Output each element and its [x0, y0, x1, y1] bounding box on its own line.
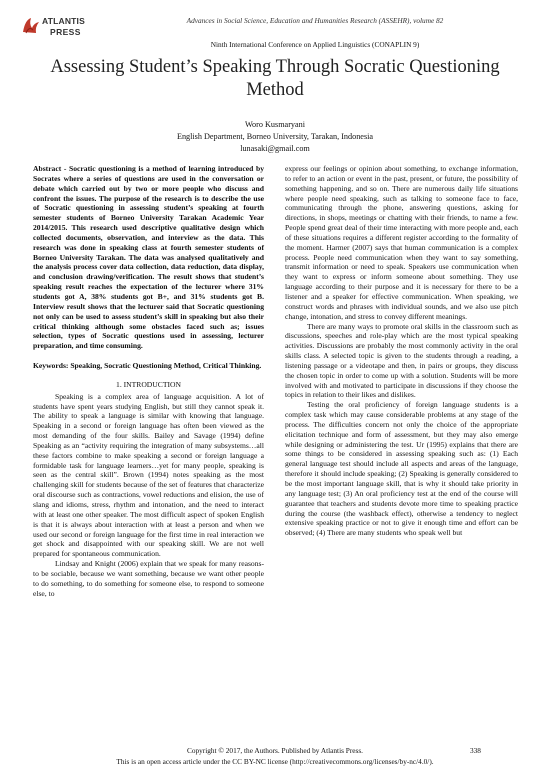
atlantis-press-logo — [20, 10, 85, 44]
author-affiliation: English Department, Borneo University, Tarakan, Indonesia — [176, 132, 374, 141]
copyright-notice: Copyright © 2017, the Authors. Published by Atlantis Press. — [186, 746, 363, 755]
conference-name: Ninth International Conference on Applied Linguistics (CONAPLIN 9) — [210, 40, 420, 49]
paragraph: There are many ways to promote oral skills in the classroom such as discussions, speeches and role-play which are the most typical speaking activities. Discussions are probably the most commonly activity in the oral skills class. A selected topic is given to the students through a reading, a listening passage or a videotape and then, in pairs or groups, they discuss the chosen topic in order to come up with a solution. Students will be more involved with and motivated to participate in discussions if they choose the topics in relation to their likes and dislikes. — [285, 321, 518, 400]
paragraph: Testing the oral proficiency of foreign language students is a complex task which may cause considerable problems at any stage of the process. The difficulties concern not only the choice of the appropriate elicitation technique and form of assessment, but they may also emerge while designing or administering the test. Ur (1995) explains that there are some things to be considered in assessing speaking such as: (1) Each general language test should include all aspects and areas of the language, therefore it should include speaking; (2) Speaking is generally considered to be the most important language skill, that is why it should take priority in any language test; (3) An oral proficiency test at the end of the course will guarantee that teachers and students devote more time to speaking practice during the course (the washback effect), otherwise a tendency to neglect extensive speaking practice or not to give it enough time and effort can be observed; (4) There are many students who speak well but — [285, 400, 518, 538]
page-number: 338 — [470, 746, 481, 755]
logo-line-2: PRESS — [50, 27, 81, 37]
section-heading-introduction: 1. INTRODUCTION — [116, 379, 181, 389]
paragraph: Speaking is a complex area of language acquisition. A lot of students have spent years studying English, but still they cannot speak it. The ability to speak a language is similar with knowing that language. Speaking in a second or foreign language has often been viewed as the most demanding of the four skills. Bailey and Savage (1994) define Speaking as an “activity requiring the integration of many subsystems…all these factors combine to make speaking a second or foreign language a formidable task for language learners…yet for many people, speaking is seen as the central skill”. Brown (1994) notes speaking as the most challenging skill for students because of the set of features that characterize oral discourse such as contractions, vowel reductions and elision, the use of slang and idioms, stress, rhythm and intonation, and the need to interact with at least one other speaker. The most difficult aspect of spoken English is that it is always about interaction with at least a person and when we used our second or foreign language for the first time in real interaction we get shock and disappointed with our speaking skill. We are not well prepared for spontaneous communication. — [33, 391, 264, 559]
right-column — [285, 164, 518, 538]
paragraph: express our feelings or opinion about something, to exchange information, to refer to an action or event in the past, present, or future, the possibility of something happening, and so on. There are numerous daily life situations where people need speaking, such as talking to someone face to face, communicating through the phone, answering questions, asking for directions, in shops, meetings or chatting with their friends, to name a few. People spend great deal of their time interacting with more people and, each of these situations requires a different register according to the formality of the moment. Harmer (2007) says that human communication is a complex process. People need communication when they want to say something, transmit information or need to speak. Speakers use communication when they want to express or inform someone about something. They use language according to their purpose and it is necessary for there to be a listener and a speaker for effective communication. When speaking, we construct words and phrases with individual sounds, and we also use pitch change, intonation, and stress to convey different meanings. — [285, 164, 518, 321]
paragraph: Lindsay and Knight (2006) explain that we speak for many reasons- to be sociable, because we want something, because we want other people to do something, to do something for someone else, to respond to someone else, to — [33, 559, 264, 598]
license-notice: This is an open access article under the CC BY-NC license (http://creativecommons.org/licenses/by-nc/4.0/). — [116, 757, 434, 766]
paper-title: Assessing Student’s Speaking Through Socratic Questioning Method — [50, 57, 500, 100]
author-email: lunasaki@gmail.com — [240, 144, 310, 153]
journal-header: Advances in Social Science, Education and Humanities Research (ASSEHR), volume 82 — [186, 16, 444, 25]
logo-line-1: ATLANTIS — [42, 16, 85, 26]
author-name: Woro Kusmaryani — [244, 120, 306, 129]
left-column — [33, 164, 264, 598]
abstract: Abstract - Socratic questioning is a method of learning introduced by Socrates where a series of questions are used in the conversation or debate which carried out by two or more people who discuss and confront the issues. The purpose of the research is to describe the use of Socratic questioning in assessing student’s speaking at fourth semester students of Borneo University Tarakan Academic Year 2014/2015. This research used descriptive qualitative design which collected documents, observation, and interview as the data. This research was done in speaking class at fourth semester students of Borneo University Tarakan. The data was analysed qualitatively and the analysis process cover data collection, data reduction, data display, and conclusion drawing/verification. The result shows that student’s speaking result reaches the expectation of the lecturer where 31% students got A, 38% students got B+, and 31% students got B. Interview result shows that the lecturer said that Socratic questioning not only can be used to assess student’s skill in speaking but also their critical thinking although some obstacles faced such as; issues selection, types of Socratic questions used in assessing, lecturer preparation, and time consuming. — [33, 164, 264, 351]
atlantis-logo-icon — [20, 14, 42, 36]
keywords: Keywords: Speaking, Socratic Questioning Method, Critical Thinking. — [33, 361, 262, 371]
